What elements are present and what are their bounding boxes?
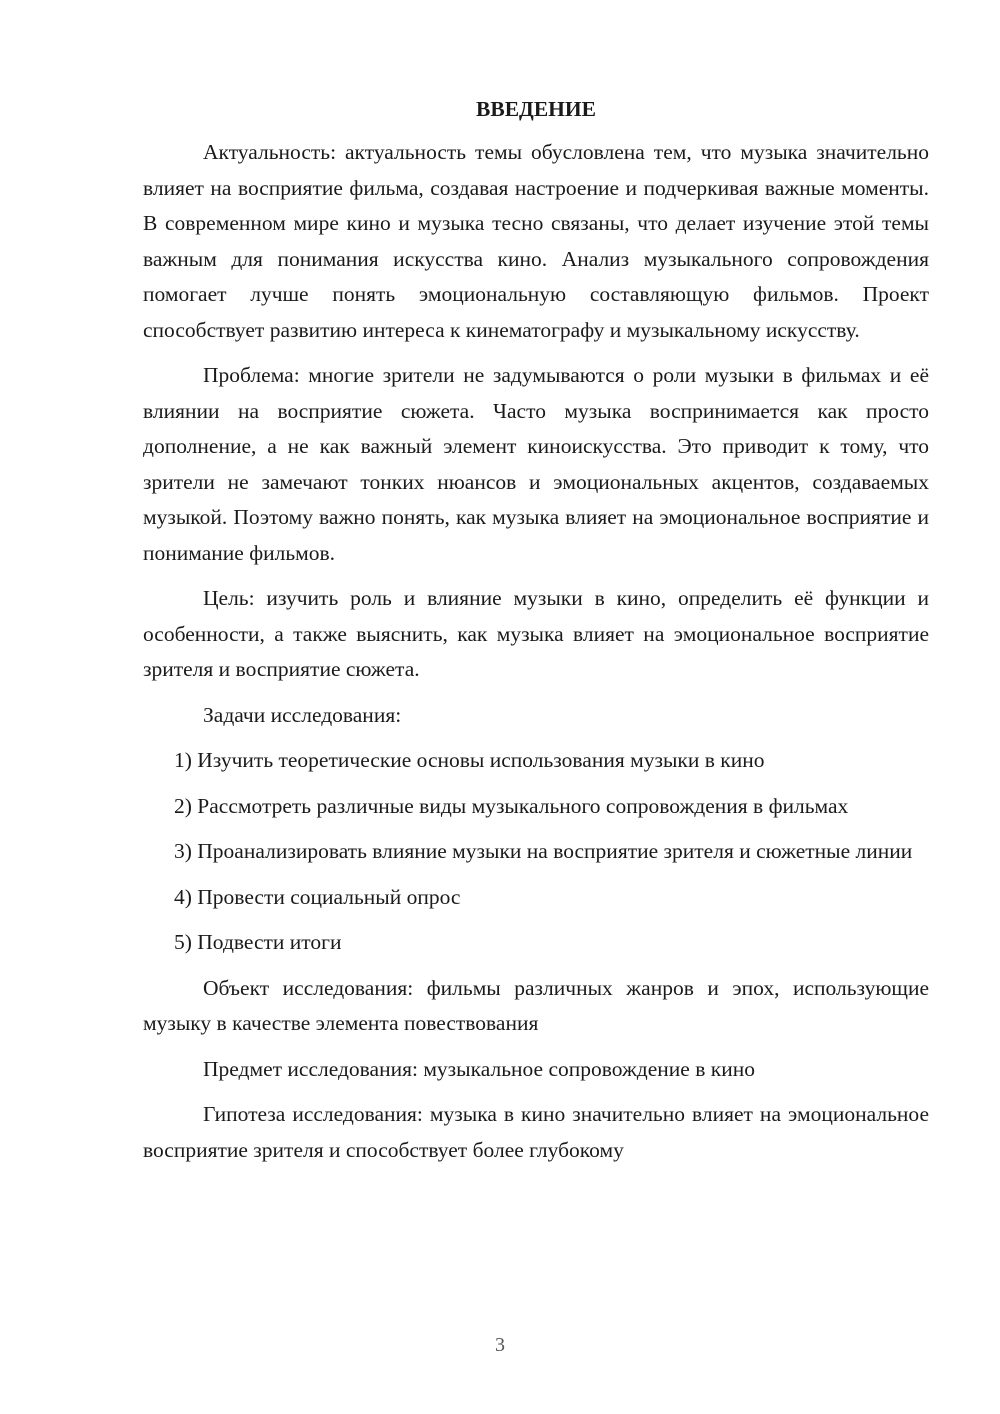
task-item-2: 2) Рассмотреть различные виды музыкального сопровождения в фильмах xyxy=(174,793,849,818)
paragraph-hypothesis: Гипотеза исследования: музыка в кино значительно влияет на эмоциональное восприятие зрителя и способствует более глубокому xyxy=(143,1102,929,1162)
tasks-heading: Задачи исследования: xyxy=(203,702,402,727)
document-page xyxy=(143,92,929,1178)
paragraph-problem: Проблема: многие зрители не задумываются о роли музыки в фильмах и её влиянии на восприятие сюжета. Часто музыка воспринимается как просто дополнение, а не как важный элемент киноискусства. Это приводит к тому, что зрители не замечают тонких нюансов и эмоциональных акцентов, создаваемых музыкой. Поэтому важно понять, как музыка влияет на эмоциональное восприятие и понимание фильмов. xyxy=(143,363,929,565)
page-title: ВВЕДЕНИЕ xyxy=(476,97,596,121)
paragraph-subject: Предмет исследования: музыкальное сопровождение в кино xyxy=(203,1056,755,1081)
paragraph-goal: Цель: изучить роль и влияние музыки в кино, определить её функции и особенности, а также выяснить, как музыка влияет на эмоциональное восприятие зрителя и восприятие сюжета. xyxy=(143,586,929,681)
task-item-3: 3) Проанализировать влияние музыки на восприятие зрителя и сюжетные линии xyxy=(174,839,913,863)
paragraph-object: Объект исследования: фильмы различных жанров и эпох, использующие музыку в качестве элемента повествования xyxy=(143,975,929,1035)
task-item-1: 1) Изучить теоретические основы использования музыки в кино xyxy=(174,748,765,772)
task-item-5: 5) Подвести итоги xyxy=(174,930,342,954)
task-item-4: 4) Провести социальный опрос xyxy=(174,884,461,909)
page-number: 3 xyxy=(495,1334,505,1356)
paragraph-relevance: Актуальность: актуальность темы обусловлена тем, что музыка значительно влияет на восприятие фильма, создавая настроение и подчеркивая важные моменты. В современном мире кино и музыка тесно связаны, что делает изучение этой темы важным для понимания искусства кино. Анализ музыкального сопровождения помогает лучше понять эмоциональную составляющую фильмов. Проект способствует развитию интереса к кинематографу и музыкальному искусству. xyxy=(143,140,929,342)
